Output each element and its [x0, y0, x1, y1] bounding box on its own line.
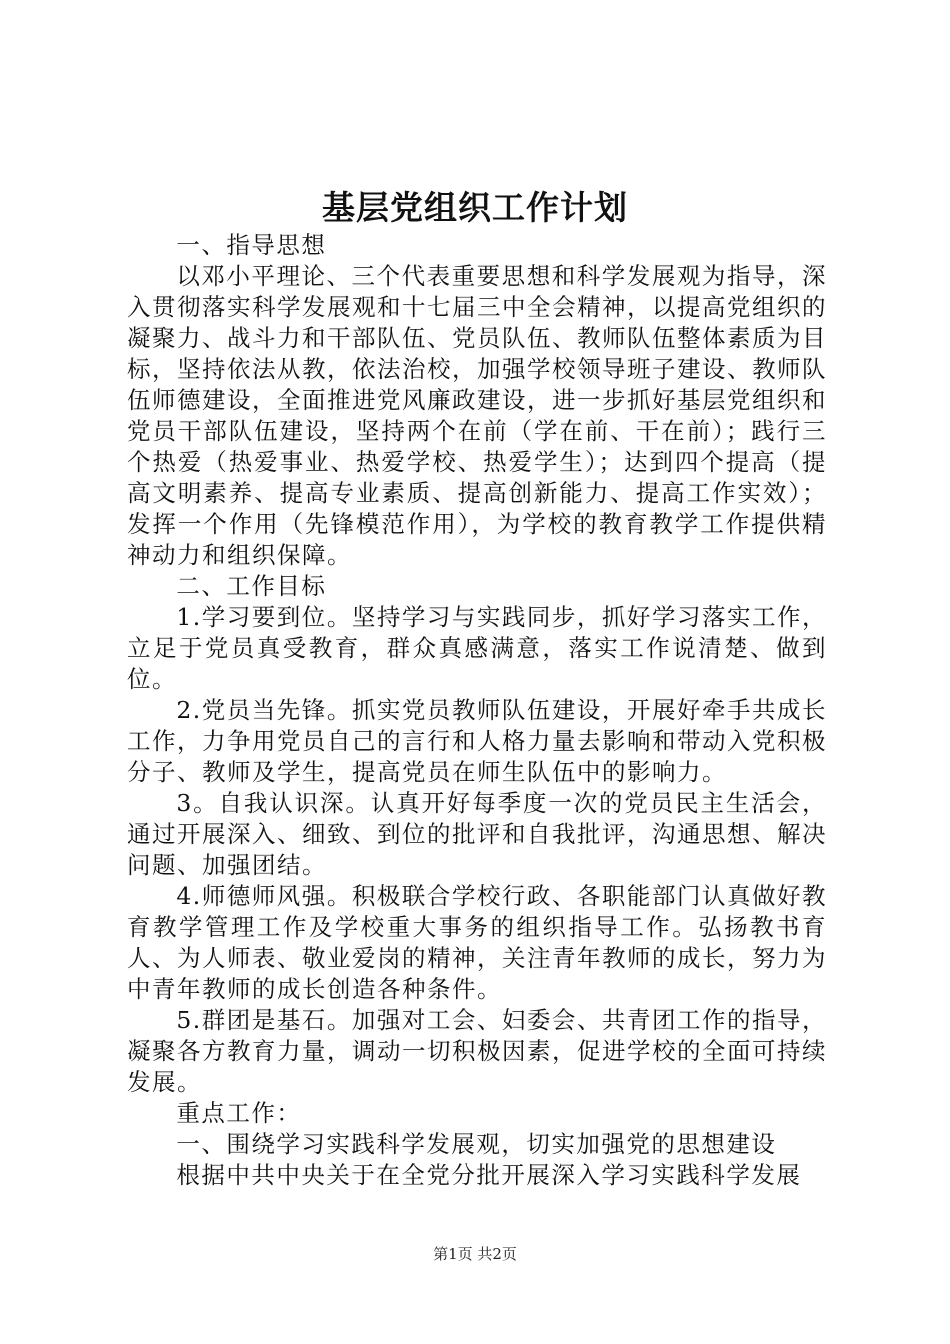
paragraph-guiding-thought: 以邓小平理论、三个代表重要思想和科学发展观为指导，深入贯彻落实科学发展观和十七届三中全会精神，以提高党组织的凝聚力、战斗力和干部队伍、党员队伍、教师队伍整体素质为目标，坚持依法从教，依法治校，加强学校领导班子建设、教师队伍师德建设，全面推进党风廉政建设，进一步抓好基层党组织和党员干部队伍建设，坚持两个在前（学在前、干在前）；践行三个热爱（热爱事业、热爱学校、热爱学生）；达到四个提高（提高文明素养、提高专业素质、提高创新能力、提高工作实效）；发挥一个作用（先锋模范作用），为学校的教育教学工作提供精神动力和组织保障。: [127, 262, 827, 569]
goal-paragraph-5: 5.群团是基石。加强对工会、妇委会、共青团工作的指导，凝聚各方教育力量，调动一切积极因素，促进学校的全面可持续发展。: [127, 1006, 827, 1096]
document-body: [127, 230, 827, 1191]
goal-paragraph-2: 2.党员当先锋。抓实党员教师队伍建设，开展好牵手共成长工作，力争用党员自己的言行和人格力量去影响和带动入党积极分子、教师及学生，提高党员在师生队伍中的影响力。: [127, 696, 827, 786]
section-heading-key-work: 重点工作：: [176, 1099, 302, 1127]
goal-paragraph-4: 4.师德师风强。积极联合学校行政、各职能部门认真做好教育教学管理工作及学校重大事务的组织指导工作。弘扬教书育人、为人师表、敬业爱岗的精神，关注青年教师的成长，努力为中青年教师的成长创造各种条件。: [127, 882, 827, 1003]
document-title: 基层党组织工作计划: [322, 188, 628, 227]
section-heading-work-goals: 二、工作目标: [176, 572, 327, 600]
key-work-item-1: 一、围绕学习实践科学发展观，切实加强党的思想建设: [176, 1130, 777, 1158]
paragraph-key-work: 根据中共中央关于在全党分批开展深入学习实践科学发展: [176, 1161, 802, 1189]
goal-paragraph-3: 3。自我认识深。认真开好每季度一次的党员民主生活会，通过开展深入、细致、到位的批评和自我批评，沟通思想、解决问题、加强团结。: [127, 789, 827, 879]
section-heading-guiding-thought: 一、指导思想: [176, 231, 327, 259]
goal-paragraph-1: 1.学习要到位。坚持学习与实践同步，抓好学习落实工作，立足于党员真受教育，群众真感满意，落实工作说清楚、做到位。: [127, 603, 827, 693]
page-footer: 第1页 共2页: [433, 1245, 517, 1263]
